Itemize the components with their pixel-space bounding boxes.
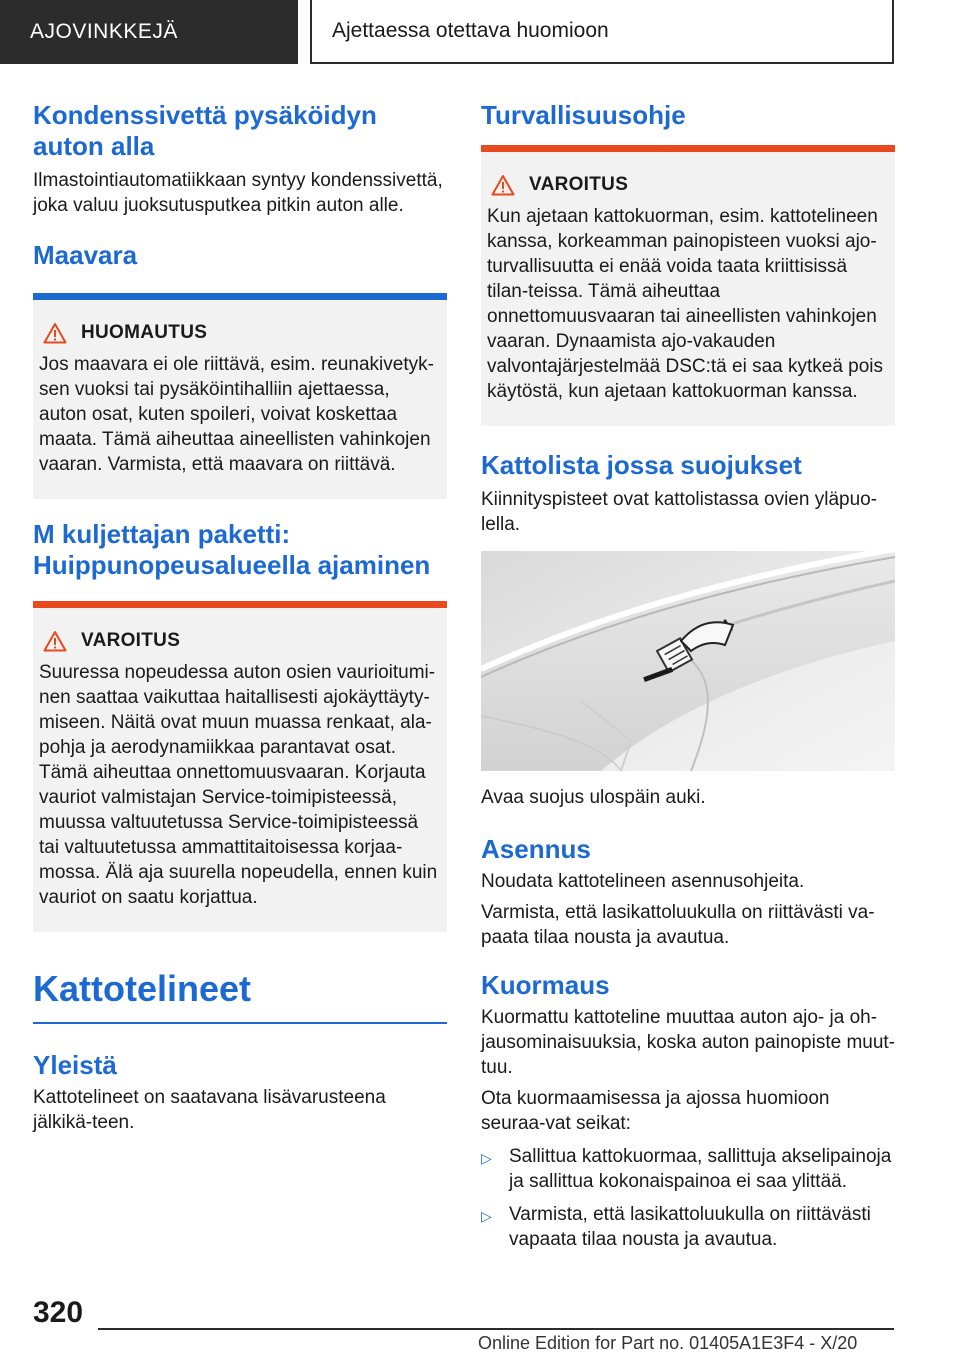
condensation-text: Ilmastointiautomatiikkaan syntyy kondenssivettä, joka valuu juoksutusputkea pitkin auton alle. [33, 170, 443, 216]
roof-rail-caption: Avaa suojus ulospäin auki. [481, 787, 706, 808]
page-header-title: Ajettaessa otettava huomioon [332, 19, 609, 42]
m-package-notice-text: Suuressa nopeudessa auton osien vaurioitumi-nen saattaa vaikuttaa haitallisesti ajokäyttäyty-miseen. Näitä ovat muun muassa renkaat, ala-pohja ja aerodynamiikkaa parantavat osat. Tämä aiheuttaa onnettomuusvaaran. Korjauta vauriot valmistajan Service-toimipisteessä, muussa valtuutetussa Service-toimipisteessä tai valtuutetussa ammattitaitoisessa korjaa-mossa. Älä aja suurella nopeudella, ennen kuin vauriot on saatu korjattua. [39, 662, 438, 908]
triangle-right-icon: ▷ [481, 1150, 492, 1166]
safety-heading: Turvallisuusohje [481, 100, 686, 130]
m-package-heading [33, 519, 447, 581]
list-item-text: Sallittua kattokuormaa, sallittuja akselipainoja ja sallittua kokonaispainoa ei saa ylittää. [509, 1146, 892, 1192]
warning-triangle-icon [43, 322, 67, 344]
safety-notice-label: VAROITUS [529, 174, 629, 195]
loading-text-2: Ota kuormaamisessa ja ajossa huomioon seuraa-vat seikat: [481, 1088, 830, 1134]
list-item [481, 1144, 895, 1194]
m-package-notice-title [43, 630, 439, 652]
condensation-heading-line1: Kondenssivettä pysäköidyn [33, 100, 377, 130]
roof-rail-heading: Kattolista jossa suojukset [481, 450, 802, 480]
roof-rail-cover-illustration [481, 551, 895, 771]
roof-rail-text: Kiinnityspisteet ovat kattolistassa ovien yläpuo-lella. [481, 489, 878, 535]
safety-notice [481, 145, 895, 426]
list-item [481, 1202, 895, 1252]
chapter-tab [0, 0, 298, 64]
m-package-heading-line1: M kuljettajan paketti: [33, 519, 291, 549]
m-package-notice [33, 601, 447, 932]
condensation-heading-line2: auton alla [33, 131, 155, 161]
safety-notice-text: Kun ajetaan kattokuorman, esim. kattotelineen kanssa, korkeamman painopisteen vuoksi ajo-turvallisuutta ei enää voida taata kriittisissä tilan-teissa. Tämä aiheuttaa onnettomuusvaaran tai aineellisten vahinkojen vaaran. Dynaamista ajo-vakauden valvontajärjestelmää DSC:tä ei saa kytkeä pois käytöstä, kun ajetaan kattokuorman kanssa. [487, 206, 884, 402]
heading-divider [33, 1022, 447, 1024]
left-column [33, 100, 447, 1135]
roof-racks-heading: Kattotelineet [33, 968, 252, 1009]
general-heading: Yleistä [33, 1050, 117, 1080]
chapter-label: AJOVINKKEJÄ [30, 20, 178, 43]
installation-text-1: Noudata kattotelineen asennusohjeita. [481, 871, 805, 892]
m-package-heading-line2: Huippunopeusalueella ajaminen [33, 550, 431, 580]
clearance-notice [33, 293, 447, 499]
installation-heading: Asennus [481, 834, 591, 864]
edition-footer: Online Edition for Part no. 01405A1E3F4 - X/20 [478, 1333, 858, 1353]
footer-divider [98, 1328, 894, 1330]
clearance-notice-label: HUOMAUTUS [81, 322, 208, 343]
triangle-right-icon: ▷ [481, 1208, 492, 1224]
clearance-notice-title [43, 322, 439, 344]
general-text: Kattotelineet on saatavana lisävarusteena jälkikä-teen. [33, 1087, 386, 1133]
loading-text-1: Kuormattu kattoteline muuttaa auton ajo- ja oh-jausominaisuuksia, koska auton painopiste muut-tuu. [481, 1007, 896, 1078]
warning-triangle-icon [43, 630, 67, 652]
m-package-notice-label: VAROITUS [81, 630, 181, 651]
clearance-notice-text: Jos maavara ei ole riittävä, esim. reunakivetyk-sen vuoksi tai pysäköintihalliin ajettaessa, auton osat, kuten spoileri, voivat koskettaa maata. Tämä aiheuttaa aineellisten vahinkojen vaaran. Varmista, että maavara on riittävä. [39, 354, 434, 475]
loading-bullet-list [481, 1144, 895, 1252]
clearance-heading: Maavara [33, 240, 138, 270]
safety-notice-title [491, 174, 887, 196]
page-number: 320 [33, 1296, 84, 1329]
right-column [481, 100, 895, 1260]
installation-text-2: Varmista, että lasikattoluukulla on riittävästi va-paata tilaa nousta ja avautua. [481, 902, 875, 948]
warning-triangle-icon [491, 174, 515, 196]
list-item-text: Varmista, että lasikattoluukulla on riittävästi vapaata tilaa nousta ja avautua. [509, 1204, 871, 1250]
condensation-heading [33, 100, 447, 162]
loading-heading: Kuormaus [481, 970, 610, 1000]
page-header [310, 0, 894, 64]
